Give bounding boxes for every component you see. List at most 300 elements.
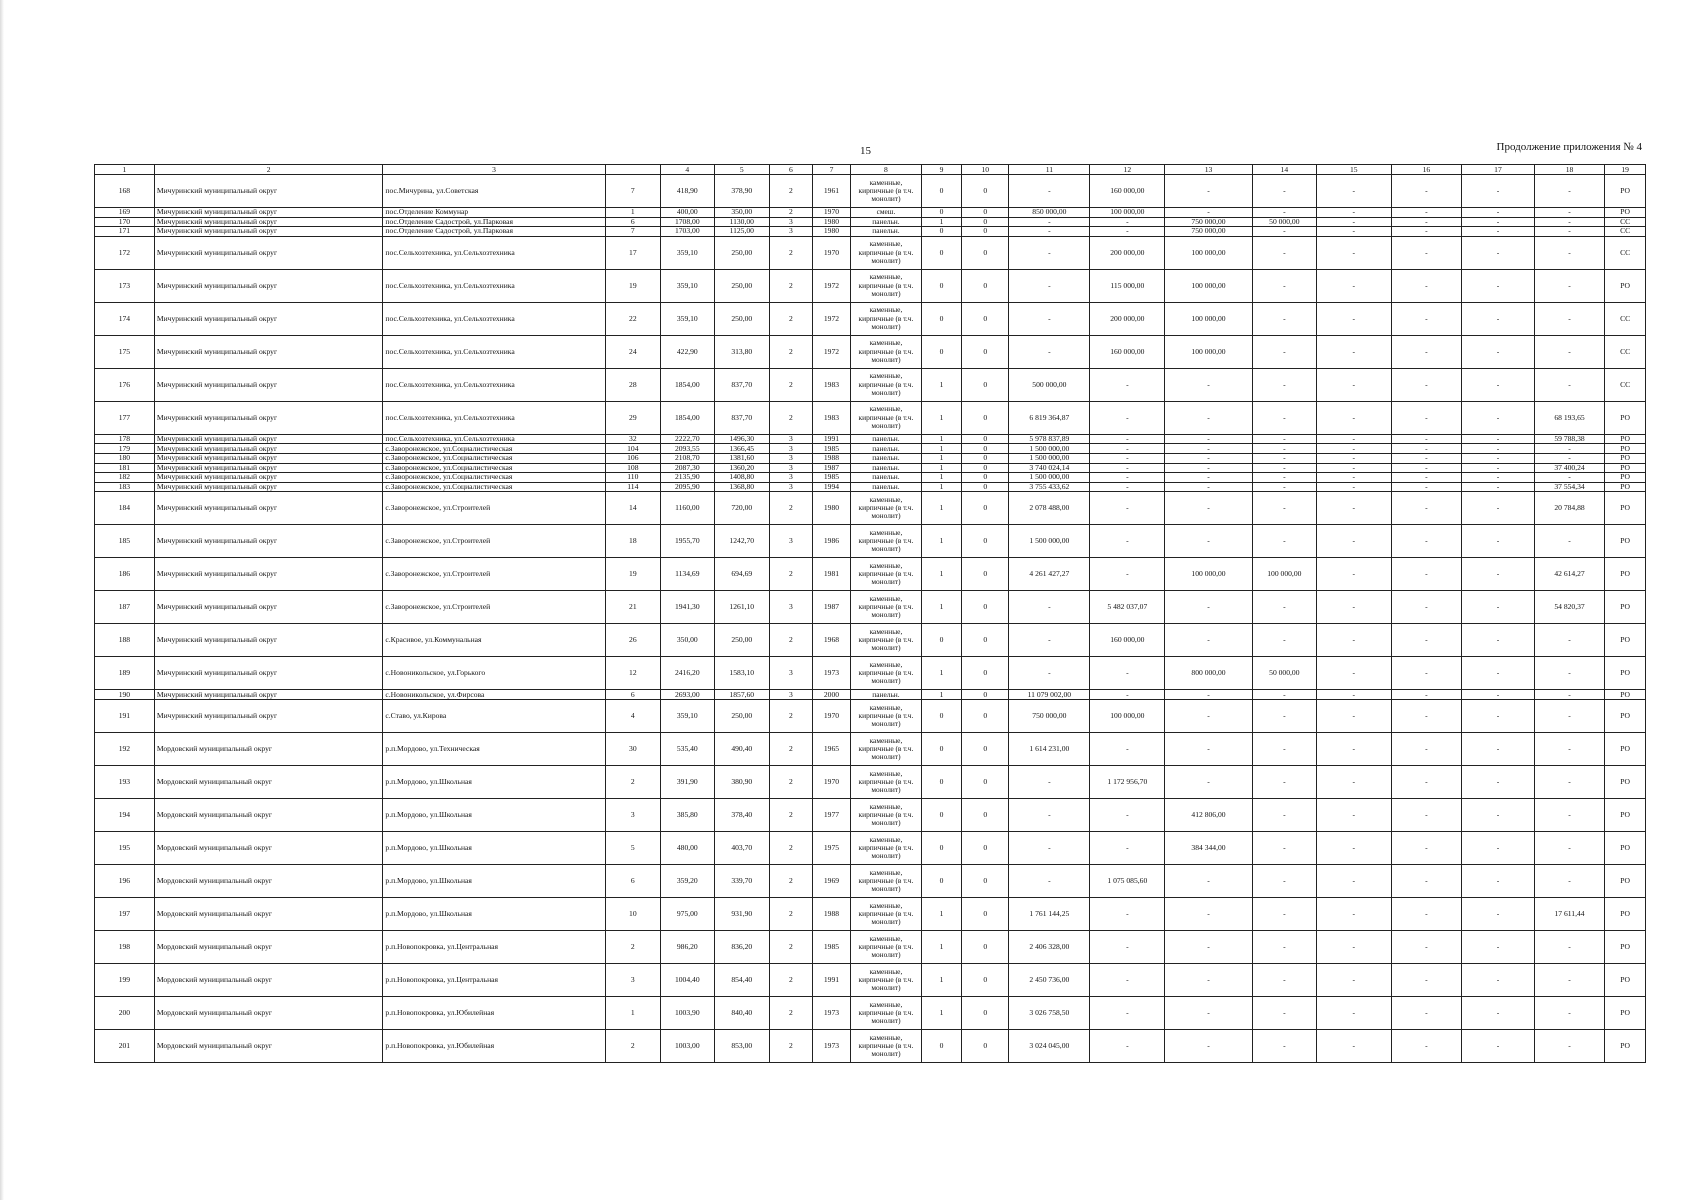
row-number-cell: 180 — [95, 453, 155, 463]
col11-amount-cell: 3 740 024,14 — [1009, 463, 1090, 473]
floors-cell: 3 — [770, 473, 813, 483]
col13-amount-cell: - — [1165, 208, 1253, 218]
col11-amount-cell: - — [1009, 227, 1090, 237]
col13-amount-cell: - — [1165, 368, 1253, 401]
year-built-cell: 1981 — [812, 558, 850, 591]
col10-cell: 0 — [962, 227, 1009, 237]
col14-amount-cell: 50 000,00 — [1252, 657, 1316, 690]
wall-material-cell: каменные, кирпичные (в т.ч. монолит) — [851, 699, 922, 732]
living-area-cell: 250,00 — [714, 236, 770, 269]
table-row — [95, 558, 1646, 591]
col15-amount-cell: - — [1316, 175, 1391, 208]
col12-amount-cell: 5 482 037,07 — [1090, 591, 1165, 624]
address-cell: пос.Сельхозтехника, ул.Сельхозтехника — [383, 335, 605, 368]
address-cell: с.Заворонежское, ул.Строителей — [383, 558, 605, 591]
column-number-header: 5 — [714, 165, 770, 175]
col17-amount-cell: - — [1462, 732, 1535, 765]
column-number-header: 8 — [851, 165, 922, 175]
col12-amount-cell: - — [1090, 482, 1165, 492]
floors-cell: 2 — [770, 930, 813, 963]
col15-amount-cell: - — [1316, 482, 1391, 492]
elevator-count-cell: 1 — [921, 492, 962, 525]
col14-amount-cell: - — [1252, 996, 1316, 1029]
column-number-header: 6 — [770, 165, 813, 175]
elevator-count-cell: 1 — [921, 996, 962, 1029]
table-row — [95, 963, 1646, 996]
col13-amount-cell: - — [1165, 897, 1253, 930]
elevator-count-cell: 0 — [921, 624, 962, 657]
year-built-cell: 1970 — [812, 236, 850, 269]
okrug-cell: Мичуринский муниципальный округ — [154, 591, 383, 624]
col13-amount-cell: 100 000,00 — [1165, 558, 1253, 591]
total-area-cell: 359,10 — [661, 236, 714, 269]
row-number-cell: 169 — [95, 208, 155, 218]
col18-amount-cell: - — [1534, 690, 1605, 700]
floors-cell: 2 — [770, 558, 813, 591]
col14-amount-cell: - — [1252, 930, 1316, 963]
col14-amount-cell: - — [1252, 175, 1316, 208]
fund-type-cell: РО — [1605, 930, 1646, 963]
floors-cell: 2 — [770, 335, 813, 368]
col12-amount-cell: - — [1090, 463, 1165, 473]
living-area-cell: 1857,60 — [714, 690, 770, 700]
col17-amount-cell: - — [1462, 690, 1535, 700]
house-number-cell: 14 — [605, 492, 661, 525]
table-row — [95, 996, 1646, 1029]
house-number-cell: 12 — [605, 657, 661, 690]
elevator-count-cell: 1 — [921, 963, 962, 996]
col10-cell: 0 — [962, 831, 1009, 864]
house-number-cell: 2 — [605, 930, 661, 963]
col17-amount-cell: - — [1462, 591, 1535, 624]
col12-amount-cell: - — [1090, 525, 1165, 558]
col17-amount-cell: - — [1462, 831, 1535, 864]
elevator-count-cell: 1 — [921, 453, 962, 463]
col18-amount-cell: 68 193,65 — [1534, 401, 1605, 434]
col13-amount-cell: 100 000,00 — [1165, 236, 1253, 269]
total-area-cell: 1854,00 — [661, 401, 714, 434]
col13-amount-cell: - — [1165, 175, 1253, 208]
fund-type-cell: РО — [1605, 558, 1646, 591]
table-row — [95, 525, 1646, 558]
fund-type-cell: РО — [1605, 463, 1646, 473]
col12-amount-cell: - — [1090, 1029, 1165, 1062]
elevator-count-cell: 1 — [921, 591, 962, 624]
col13-amount-cell: - — [1165, 624, 1253, 657]
col17-amount-cell: - — [1462, 227, 1535, 237]
total-area-cell: 1955,70 — [661, 525, 714, 558]
fund-type-cell: РО — [1605, 864, 1646, 897]
house-number-cell: 17 — [605, 236, 661, 269]
wall-material-cell: каменные, кирпичные (в т.ч. монолит) — [851, 591, 922, 624]
house-number-cell: 22 — [605, 302, 661, 335]
fund-type-cell: РО — [1605, 208, 1646, 218]
col10-cell: 0 — [962, 217, 1009, 227]
col16-amount-cell: - — [1391, 897, 1462, 930]
col16-amount-cell: - — [1391, 699, 1462, 732]
col10-cell: 0 — [962, 864, 1009, 897]
column-number-header: 4 — [661, 165, 714, 175]
col18-amount-cell: - — [1534, 269, 1605, 302]
col17-amount-cell: - — [1462, 657, 1535, 690]
floors-cell: 3 — [770, 227, 813, 237]
col11-amount-cell: - — [1009, 831, 1090, 864]
year-built-cell: 1983 — [812, 368, 850, 401]
okrug-cell: Мордовский муниципальный округ — [154, 897, 383, 930]
wall-material-cell: каменные, кирпичные (в т.ч. монолит) — [851, 525, 922, 558]
col17-amount-cell: - — [1462, 335, 1535, 368]
wall-material-cell: каменные, кирпичные (в т.ч. монолит) — [851, 624, 922, 657]
elevator-count-cell: 0 — [921, 831, 962, 864]
wall-material-cell: каменные, кирпичные (в т.ч. монолит) — [851, 831, 922, 864]
wall-material-cell: панельн. — [851, 434, 922, 444]
house-number-cell: 7 — [605, 227, 661, 237]
col13-amount-cell: - — [1165, 732, 1253, 765]
total-area-cell: 385,80 — [661, 798, 714, 831]
living-area-cell: 853,00 — [714, 1029, 770, 1062]
total-area-cell: 1703,00 — [661, 227, 714, 237]
col12-amount-cell: - — [1090, 473, 1165, 483]
table-row — [95, 175, 1646, 208]
row-number-cell: 193 — [95, 765, 155, 798]
floors-cell: 2 — [770, 302, 813, 335]
col14-amount-cell: - — [1252, 444, 1316, 454]
house-number-cell: 24 — [605, 335, 661, 368]
address-cell: с.Ставо, ул.Кирова — [383, 699, 605, 732]
column-number-header: 13 — [1165, 165, 1253, 175]
col10-cell: 0 — [962, 699, 1009, 732]
col16-amount-cell: - — [1391, 401, 1462, 434]
table-row — [95, 463, 1646, 473]
col17-amount-cell: - — [1462, 1029, 1535, 1062]
col15-amount-cell: - — [1316, 217, 1391, 227]
table-row — [95, 864, 1646, 897]
col18-amount-cell: 20 784,88 — [1534, 492, 1605, 525]
house-number-cell: 32 — [605, 434, 661, 444]
col14-amount-cell: - — [1252, 473, 1316, 483]
col11-amount-cell: 1 500 000,00 — [1009, 444, 1090, 454]
total-area-cell: 2095,90 — [661, 482, 714, 492]
col15-amount-cell: - — [1316, 269, 1391, 302]
col12-amount-cell: - — [1090, 798, 1165, 831]
address-cell: пос.Сельхозтехника, ул.Сельхозтехника — [383, 269, 605, 302]
wall-material-cell: каменные, кирпичные (в т.ч. монолит) — [851, 236, 922, 269]
floors-cell: 3 — [770, 657, 813, 690]
col18-amount-cell: - — [1534, 368, 1605, 401]
col17-amount-cell: - — [1462, 434, 1535, 444]
address-cell: с.Новоникольское, ул.Фирсова — [383, 690, 605, 700]
year-built-cell: 1973 — [812, 1029, 850, 1062]
total-area-cell: 1004,40 — [661, 963, 714, 996]
col12-amount-cell: - — [1090, 996, 1165, 1029]
col10-cell: 0 — [962, 1029, 1009, 1062]
housing-repair-table — [94, 164, 1646, 1063]
col10-cell: 0 — [962, 368, 1009, 401]
floors-cell: 3 — [770, 482, 813, 492]
living-area-cell: 836,20 — [714, 930, 770, 963]
col18-amount-cell: 37 400,24 — [1534, 463, 1605, 473]
elevator-count-cell: 0 — [921, 699, 962, 732]
total-area-cell: 2693,00 — [661, 690, 714, 700]
row-number-cell: 185 — [95, 525, 155, 558]
col16-amount-cell: - — [1391, 657, 1462, 690]
col11-amount-cell: 11 079 002,00 — [1009, 690, 1090, 700]
living-area-cell: 339,70 — [714, 864, 770, 897]
col16-amount-cell: - — [1391, 492, 1462, 525]
col14-amount-cell: - — [1252, 798, 1316, 831]
col11-amount-cell: 3 024 045,00 — [1009, 1029, 1090, 1062]
house-number-cell: 29 — [605, 401, 661, 434]
col11-amount-cell: - — [1009, 864, 1090, 897]
year-built-cell: 1986 — [812, 525, 850, 558]
col10-cell: 0 — [962, 591, 1009, 624]
row-number-cell: 186 — [95, 558, 155, 591]
year-built-cell: 2000 — [812, 690, 850, 700]
house-number-cell: 3 — [605, 798, 661, 831]
okrug-cell: Мордовский муниципальный округ — [154, 831, 383, 864]
floors-cell: 2 — [770, 864, 813, 897]
col17-amount-cell: - — [1462, 492, 1535, 525]
col13-amount-cell: - — [1165, 1029, 1253, 1062]
fund-type-cell: РО — [1605, 453, 1646, 463]
year-built-cell: 1970 — [812, 699, 850, 732]
column-number-row — [95, 165, 1646, 175]
scan-edge-shadow — [0, 0, 4, 1200]
okrug-cell: Мордовский муниципальный округ — [154, 864, 383, 897]
address-cell: р.п.Мордово, ул.Школьная — [383, 897, 605, 930]
column-number-header: 7 — [812, 165, 850, 175]
col16-amount-cell: - — [1391, 444, 1462, 454]
total-area-cell: 1003,90 — [661, 996, 714, 1029]
col18-amount-cell: - — [1534, 302, 1605, 335]
okrug-cell: Мичуринский муниципальный округ — [154, 368, 383, 401]
col18-amount-cell: - — [1534, 624, 1605, 657]
col14-amount-cell: 50 000,00 — [1252, 217, 1316, 227]
col18-amount-cell: - — [1534, 335, 1605, 368]
house-number-cell: 5 — [605, 831, 661, 864]
year-built-cell: 1980 — [812, 227, 850, 237]
total-area-cell: 1160,00 — [661, 492, 714, 525]
page-number: 15 — [860, 145, 871, 157]
fund-type-cell: РО — [1605, 624, 1646, 657]
wall-material-cell: каменные, кирпичные (в т.ч. монолит) — [851, 175, 922, 208]
living-area-cell: 380,90 — [714, 765, 770, 798]
table-row — [95, 434, 1646, 444]
col11-amount-cell: - — [1009, 302, 1090, 335]
address-cell: с.Заворонежское, ул.Социалистическая — [383, 463, 605, 473]
col18-amount-cell: - — [1534, 444, 1605, 454]
floors-cell: 2 — [770, 996, 813, 1029]
elevator-count-cell: 1 — [921, 482, 962, 492]
col14-amount-cell: - — [1252, 690, 1316, 700]
col13-amount-cell: - — [1165, 453, 1253, 463]
col13-amount-cell: - — [1165, 996, 1253, 1029]
col12-amount-cell: 115 000,00 — [1090, 269, 1165, 302]
living-area-cell: 403,70 — [714, 831, 770, 864]
col13-amount-cell: - — [1165, 463, 1253, 473]
wall-material-cell: каменные, кирпичные (в т.ч. монолит) — [851, 401, 922, 434]
okrug-cell: Мордовский муниципальный округ — [154, 765, 383, 798]
okrug-cell: Мичуринский муниципальный округ — [154, 624, 383, 657]
col17-amount-cell: - — [1462, 864, 1535, 897]
elevator-count-cell: 1 — [921, 217, 962, 227]
row-number-cell: 174 — [95, 302, 155, 335]
col15-amount-cell: - — [1316, 657, 1391, 690]
elevator-count-cell: 1 — [921, 434, 962, 444]
address-cell: р.п.Новопокровка, ул.Юбилейная — [383, 1029, 605, 1062]
elevator-count-cell: 1 — [921, 558, 962, 591]
address-cell: с.Заворонежское, ул.Социалистическая — [383, 453, 605, 463]
fund-type-cell: РО — [1605, 492, 1646, 525]
floors-cell: 3 — [770, 434, 813, 444]
col17-amount-cell: - — [1462, 269, 1535, 302]
col15-amount-cell: - — [1316, 335, 1391, 368]
living-area-cell: 250,00 — [714, 269, 770, 302]
total-area-cell: 1134,69 — [661, 558, 714, 591]
col15-amount-cell: - — [1316, 732, 1391, 765]
col14-amount-cell: - — [1252, 335, 1316, 368]
fund-type-cell: РО — [1605, 482, 1646, 492]
table-row — [95, 798, 1646, 831]
col11-amount-cell: 3 755 433,62 — [1009, 482, 1090, 492]
row-number-cell: 198 — [95, 930, 155, 963]
col15-amount-cell: - — [1316, 864, 1391, 897]
table-row — [95, 591, 1646, 624]
column-number-header: 14 — [1252, 165, 1316, 175]
col13-amount-cell: 800 000,00 — [1165, 657, 1253, 690]
wall-material-cell: каменные, кирпичные (в т.ч. монолит) — [851, 864, 922, 897]
address-cell: пос.Сельхозтехника, ул.Сельхозтехника — [383, 302, 605, 335]
col13-amount-cell: 384 344,00 — [1165, 831, 1253, 864]
col15-amount-cell: - — [1316, 1029, 1391, 1062]
living-area-cell: 837,70 — [714, 401, 770, 434]
col13-amount-cell: - — [1165, 492, 1253, 525]
living-area-cell: 840,40 — [714, 996, 770, 1029]
okrug-cell: Мордовский муниципальный округ — [154, 798, 383, 831]
wall-material-cell: каменные, кирпичные (в т.ч. монолит) — [851, 996, 922, 1029]
col13-amount-cell: - — [1165, 690, 1253, 700]
elevator-count-cell: 1 — [921, 473, 962, 483]
column-number-header: 18 — [1534, 165, 1605, 175]
table-row — [95, 227, 1646, 237]
house-number-cell: 6 — [605, 217, 661, 227]
total-area-cell: 535,40 — [661, 732, 714, 765]
fund-type-cell: РО — [1605, 798, 1646, 831]
col16-amount-cell: - — [1391, 624, 1462, 657]
col15-amount-cell: - — [1316, 930, 1391, 963]
address-cell: пос.Мичурина, ул.Советская — [383, 175, 605, 208]
col11-amount-cell: - — [1009, 269, 1090, 302]
elevator-count-cell: 1 — [921, 690, 962, 700]
col11-amount-cell: - — [1009, 236, 1090, 269]
living-area-cell: 854,40 — [714, 963, 770, 996]
fund-type-cell: РО — [1605, 591, 1646, 624]
total-area-cell: 418,90 — [661, 175, 714, 208]
row-number-cell: 187 — [95, 591, 155, 624]
year-built-cell: 1980 — [812, 492, 850, 525]
col11-amount-cell: 1 500 000,00 — [1009, 473, 1090, 483]
col14-amount-cell: - — [1252, 208, 1316, 218]
col11-amount-cell: 2 078 488,00 — [1009, 492, 1090, 525]
table-container — [94, 164, 1646, 1063]
okrug-cell: Мичуринский муниципальный округ — [154, 208, 383, 218]
elevator-count-cell: 0 — [921, 1029, 962, 1062]
col15-amount-cell: - — [1316, 444, 1391, 454]
col18-amount-cell: - — [1534, 732, 1605, 765]
column-number-header: 17 — [1462, 165, 1535, 175]
row-number-cell: 201 — [95, 1029, 155, 1062]
col10-cell: 0 — [962, 453, 1009, 463]
col15-amount-cell: - — [1316, 434, 1391, 444]
fund-type-cell: РО — [1605, 831, 1646, 864]
col12-amount-cell: - — [1090, 444, 1165, 454]
col12-amount-cell: - — [1090, 217, 1165, 227]
col15-amount-cell: - — [1316, 492, 1391, 525]
living-area-cell: 1242,70 — [714, 525, 770, 558]
okrug-cell: Мордовский муниципальный округ — [154, 930, 383, 963]
address-cell: с.Заворонежское, ул.Строителей — [383, 591, 605, 624]
fund-type-cell: СС — [1605, 302, 1646, 335]
wall-material-cell: каменные, кирпичные (в т.ч. монолит) — [851, 732, 922, 765]
okrug-cell: Мичуринский муниципальный округ — [154, 463, 383, 473]
fund-type-cell: РО — [1605, 732, 1646, 765]
year-built-cell: 1983 — [812, 401, 850, 434]
year-built-cell: 1988 — [812, 897, 850, 930]
total-area-cell: 2135,90 — [661, 473, 714, 483]
col16-amount-cell: - — [1391, 482, 1462, 492]
floors-cell: 2 — [770, 798, 813, 831]
col17-amount-cell: - — [1462, 930, 1535, 963]
wall-material-cell: панельн. — [851, 227, 922, 237]
address-cell: пос.Отделение Коммунар — [383, 208, 605, 218]
col11-amount-cell: 6 819 364,87 — [1009, 401, 1090, 434]
address-cell: р.п.Мордово, ул.Школьная — [383, 831, 605, 864]
col18-amount-cell: - — [1534, 236, 1605, 269]
okrug-cell: Мичуринский муниципальный округ — [154, 434, 383, 444]
column-number-header: 12 — [1090, 165, 1165, 175]
total-area-cell: 350,00 — [661, 624, 714, 657]
house-number-cell: 7 — [605, 175, 661, 208]
floors-cell: 2 — [770, 269, 813, 302]
col13-amount-cell: - — [1165, 473, 1253, 483]
house-number-cell: 1 — [605, 996, 661, 1029]
elevator-count-cell: 1 — [921, 657, 962, 690]
living-area-cell: 1496,30 — [714, 434, 770, 444]
col13-amount-cell: - — [1165, 401, 1253, 434]
col18-amount-cell: - — [1534, 657, 1605, 690]
col10-cell: 0 — [962, 269, 1009, 302]
total-area-cell: 2087,30 — [661, 463, 714, 473]
wall-material-cell: каменные, кирпичные (в т.ч. монолит) — [851, 558, 922, 591]
col10-cell: 0 — [962, 657, 1009, 690]
col17-amount-cell: - — [1462, 996, 1535, 1029]
col16-amount-cell: - — [1391, 236, 1462, 269]
living-area-cell: 1381,60 — [714, 453, 770, 463]
okrug-cell: Мичуринский муниципальный округ — [154, 453, 383, 463]
elevator-count-cell: 0 — [921, 208, 962, 218]
col10-cell: 0 — [962, 482, 1009, 492]
fund-type-cell: РО — [1605, 1029, 1646, 1062]
column-number-header: 3 — [383, 165, 605, 175]
year-built-cell: 1970 — [812, 765, 850, 798]
elevator-count-cell: 0 — [921, 227, 962, 237]
table-row — [95, 699, 1646, 732]
elevator-count-cell: 1 — [921, 930, 962, 963]
floors-cell: 2 — [770, 492, 813, 525]
address-cell: с.Заворонежское, ул.Социалистическая — [383, 444, 605, 454]
total-area-cell: 1941,30 — [661, 591, 714, 624]
floors-cell: 2 — [770, 765, 813, 798]
